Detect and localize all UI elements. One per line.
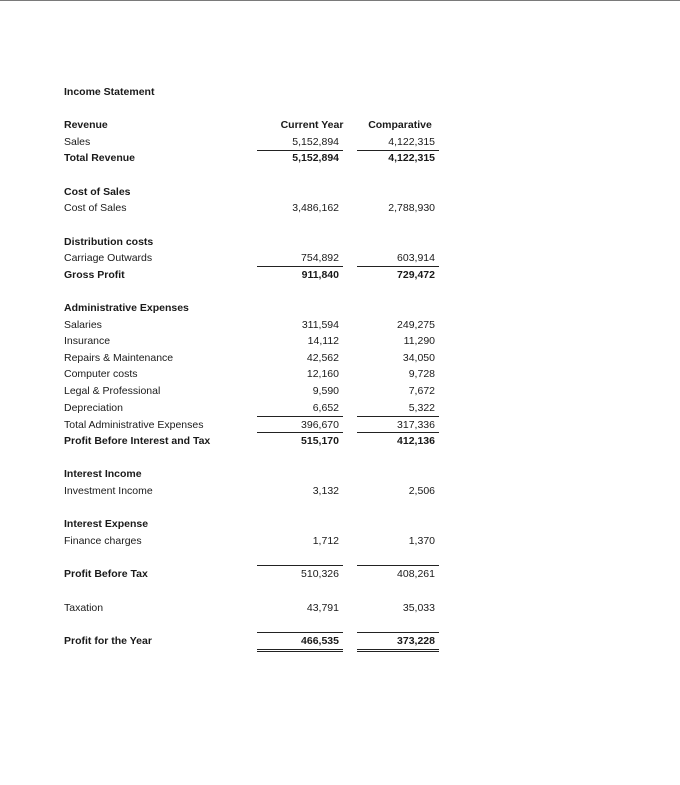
line-item-label: Depreciation bbox=[64, 402, 123, 414]
comparative-value: 4,122,315 bbox=[388, 152, 435, 164]
comparative-value: 408,261 bbox=[397, 568, 435, 580]
line-item-computer-costs bbox=[0, 366, 680, 382]
double-underline-current bbox=[257, 649, 343, 650]
current-value: 754,892 bbox=[301, 252, 339, 264]
column-header-current: Current Year bbox=[280, 119, 344, 131]
current-value: 510,326 bbox=[301, 568, 339, 580]
interest-expense-header-row bbox=[0, 516, 680, 532]
comparative-value: 7,672 bbox=[408, 385, 435, 397]
comparative-value: 35,033 bbox=[402, 602, 435, 614]
total-row-profit-for-year bbox=[0, 633, 680, 649]
column-header-comparative: Comparative bbox=[368, 119, 432, 131]
total-label: Total Administrative Expenses bbox=[64, 419, 204, 431]
revenue-header-row bbox=[0, 117, 680, 133]
current-value: 911,840 bbox=[301, 269, 339, 281]
statement-title: Income Statement bbox=[64, 86, 155, 98]
distribution-header-row bbox=[0, 234, 680, 250]
line-item-cost-of-sales bbox=[0, 200, 680, 216]
line-item-label: Salaries bbox=[64, 319, 102, 331]
current-value: 43,791 bbox=[306, 602, 339, 614]
line-item-insurance bbox=[0, 333, 680, 349]
current-value: 396,670 bbox=[301, 419, 339, 431]
line-item-repairs bbox=[0, 350, 680, 366]
double-underline-current bbox=[257, 651, 343, 652]
interest-income-header-row bbox=[0, 466, 680, 482]
line-item-label: Cost of Sales bbox=[64, 202, 127, 214]
total-row-revenue bbox=[0, 150, 680, 166]
line-item-sales bbox=[0, 134, 680, 150]
current-value: 3,132 bbox=[312, 485, 339, 497]
current-value: 12,160 bbox=[306, 368, 339, 380]
total-row-pbit bbox=[0, 433, 680, 449]
line-item-label: Finance charges bbox=[64, 535, 142, 547]
line-item-label: Insurance bbox=[64, 335, 111, 347]
statement-title-row bbox=[0, 84, 680, 100]
comparative-value: 373,228 bbox=[397, 635, 435, 647]
comparative-value: 5,322 bbox=[408, 402, 435, 414]
section-heading-revenue: Revenue bbox=[64, 119, 108, 131]
comparative-value: 34,050 bbox=[402, 352, 435, 364]
section-heading-distribution: Distribution costs bbox=[64, 236, 154, 248]
total-label: Profit for the Year bbox=[64, 635, 152, 647]
comparative-value: 249,275 bbox=[397, 319, 435, 331]
total-label: Profit Before Tax bbox=[64, 568, 148, 580]
line-item-label: Legal & Professional bbox=[64, 385, 161, 397]
double-underline-comparative bbox=[357, 651, 439, 652]
current-value: 3,486,162 bbox=[292, 202, 339, 214]
total-row-admin bbox=[0, 417, 680, 433]
cost-of-sales-header-row bbox=[0, 184, 680, 200]
comparative-value: 9,728 bbox=[408, 368, 435, 380]
total-row-profit-before-tax bbox=[0, 566, 680, 582]
line-item-salaries bbox=[0, 317, 680, 333]
total-label: Total Revenue bbox=[64, 152, 135, 164]
current-value: 9,590 bbox=[312, 385, 339, 397]
line-item-label: Computer costs bbox=[64, 368, 138, 380]
line-item-carriage-outwards bbox=[0, 250, 680, 266]
section-heading-interest-income: Interest Income bbox=[64, 468, 142, 480]
comparative-value: 11,290 bbox=[403, 335, 435, 347]
page-top-border bbox=[0, 0, 680, 1]
total-label: Gross Profit bbox=[64, 269, 125, 281]
double-underline-comparative bbox=[357, 649, 439, 650]
line-item-label: Repairs & Maintenance bbox=[64, 352, 174, 364]
total-row-gross-profit bbox=[0, 267, 680, 283]
line-item-investment-income bbox=[0, 483, 680, 499]
current-value: 5,152,894 bbox=[292, 136, 339, 148]
line-item-label: Carriage Outwards bbox=[64, 252, 153, 264]
comparative-value: 1,370 bbox=[408, 535, 435, 547]
current-value: 466,535 bbox=[301, 635, 339, 647]
line-item-legal bbox=[0, 383, 680, 399]
line-item-taxation bbox=[0, 600, 680, 616]
current-value: 14,112 bbox=[307, 335, 339, 347]
line-item-label: Taxation bbox=[64, 602, 104, 614]
comparative-value: 2,506 bbox=[408, 485, 435, 497]
comparative-value: 603,914 bbox=[397, 252, 435, 264]
current-value: 515,170 bbox=[301, 435, 339, 447]
current-value: 6,652 bbox=[312, 402, 339, 414]
comparative-value: 729,472 bbox=[397, 269, 435, 281]
total-label: Profit Before Interest and Tax bbox=[64, 435, 211, 447]
current-value: 5,152,894 bbox=[292, 152, 339, 164]
comparative-value: 2,788,930 bbox=[388, 202, 435, 214]
section-heading-admin: Administrative Expenses bbox=[64, 302, 189, 314]
line-item-depreciation bbox=[0, 400, 680, 416]
line-item-label: Sales bbox=[64, 136, 91, 148]
section-heading-cost-of-sales: Cost of Sales bbox=[64, 186, 131, 198]
comparative-value: 317,336 bbox=[397, 419, 435, 431]
current-value: 311,594 bbox=[301, 319, 339, 331]
comparative-value: 412,136 bbox=[397, 435, 435, 447]
comparative-value: 4,122,315 bbox=[388, 136, 435, 148]
line-item-label: Investment Income bbox=[64, 485, 153, 497]
section-heading-interest-expense: Interest Expense bbox=[64, 518, 149, 530]
admin-header-row bbox=[0, 300, 680, 316]
current-value: 1,712 bbox=[312, 535, 339, 547]
current-value: 42,562 bbox=[306, 352, 339, 364]
line-item-finance-charges bbox=[0, 533, 680, 549]
